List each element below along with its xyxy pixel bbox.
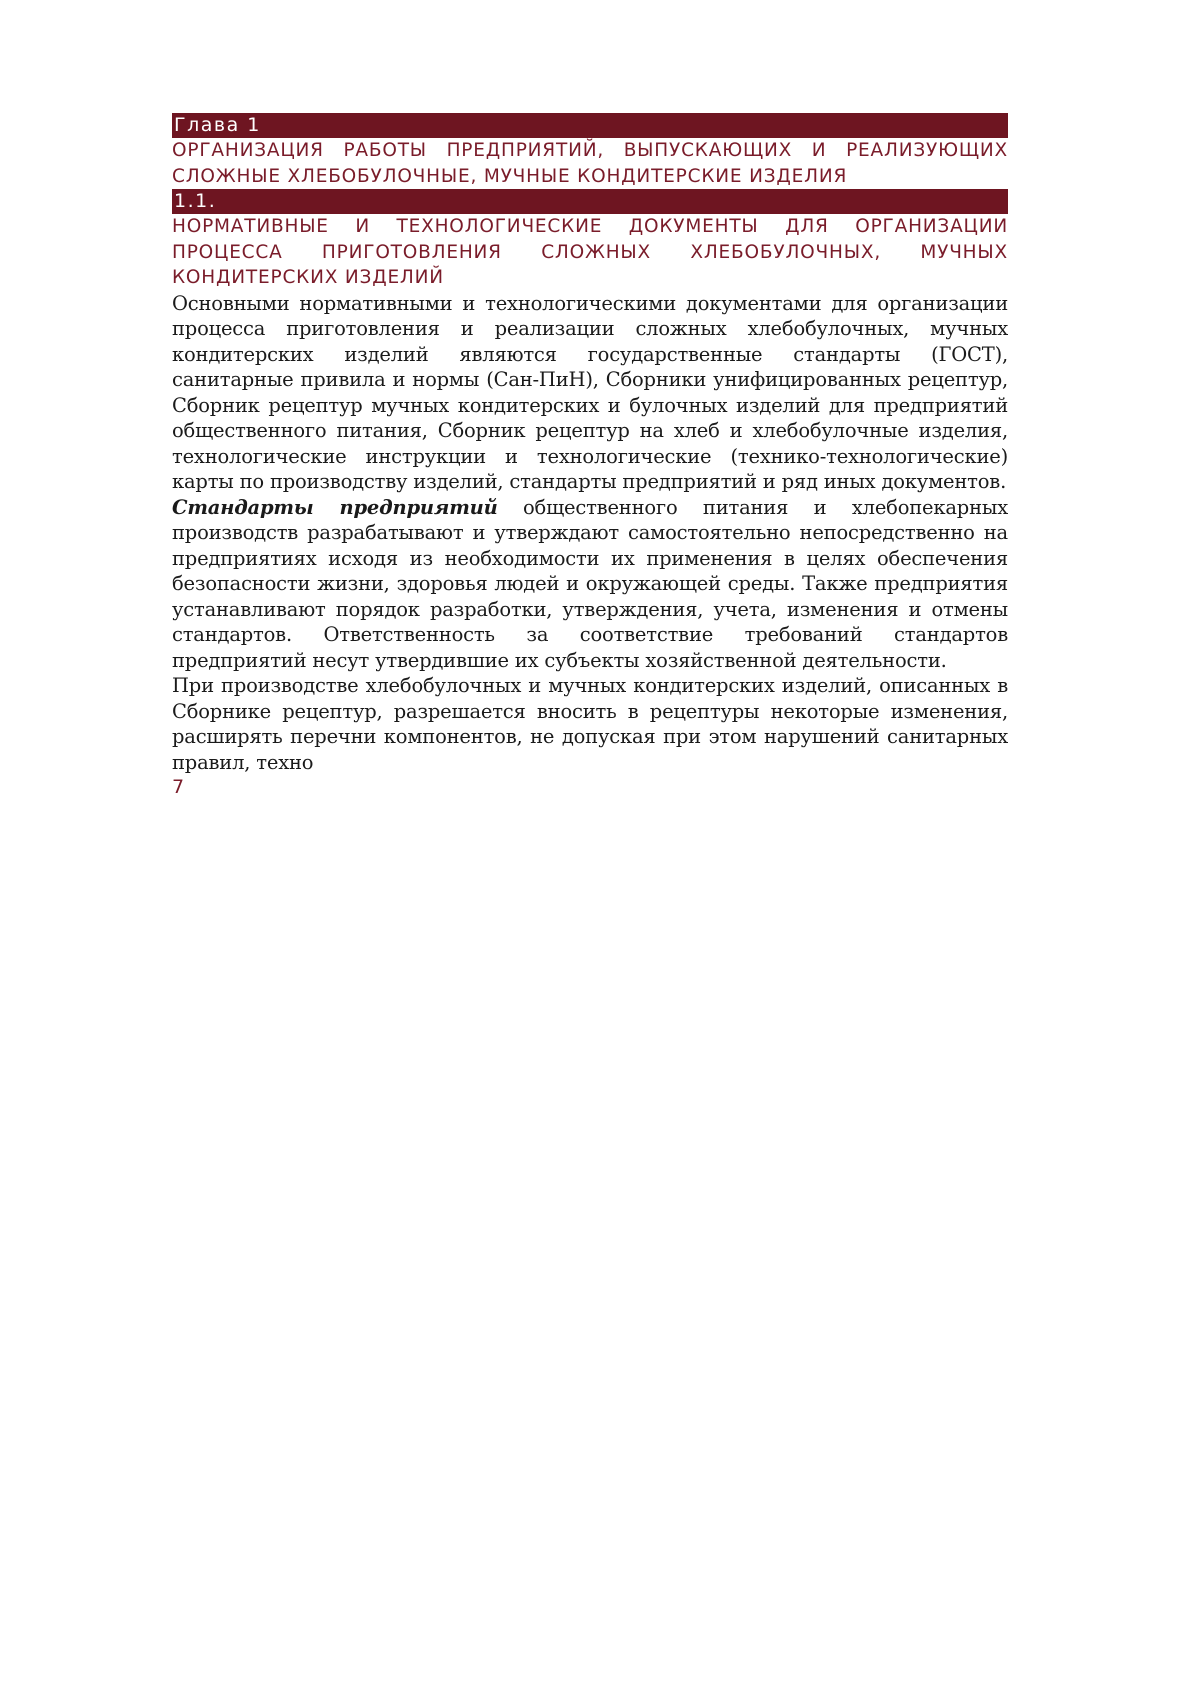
paragraph-1: Основными нормативными и технологическими документами для организации процесса приготовления и реализации сложных хлебобулочных, мучных кондитерских изделий являются государственные стандарты (ГОСТ), санитарные привила и нормы (Сан-ПиН), Сборники унифицированных рецептур, Сборник рецептур мучных кондитерских и булочных изделий для предприятий общественного питания, Сборник рецептур на хлеб и хлебобулочные изделия, технологические инструкции и технологические (технико-технологические) карты по производству изделий, стандарты предприятий и ряд иных документов.: [172, 291, 1008, 493]
document-page: [172, 113, 1008, 800]
chapter-title: ОРГАНИЗАЦИЯ РАБОТЫ ПРЕДПРИЯТИЙ, ВЫПУСКАЮЩИХ И РЕАЛИЗУЮЩИХ СЛОЖНЫЕ ХЛЕБОБУЛОЧНЫЕ, МУЧНЫЕ КОНДИТЕРСКИЕ ИЗДЕЛИЯ: [172, 140, 1008, 187]
page-number: 7: [172, 776, 185, 798]
paragraph-2-emphasis: Стандарты предприятий: [172, 495, 498, 519]
chapter-label: Глава 1: [172, 113, 1008, 138]
section-number: 1.1.: [172, 189, 1008, 214]
paragraph-2-text: общественного питания и хлебопекарных производств разрабатывают и утверждают самостоятельно непосредственно на предприятиях исходя из необходимости их применения в целях обеспечения безопасности жизни, здоровья людей и окружающей среды. Также предприятия устанавливают порядок разработки, утверждения, учета, изменения и отмены стандартов. Ответственность за соответствие требований стандартов предприятий несут утвердившие их субъекты хозяйственной деятельности.: [172, 495, 1008, 672]
paragraph-2: [172, 495, 1008, 674]
paragraph-3: При производстве хлебобулочных и мучных кондитерских изделий, описанных в Сборнике рецептур, разрешается вносить в рецептуры некоторые изменения, расширять перечни компонентов, не допуская при этом нарушений санитарных правил, техно: [172, 674, 1008, 774]
section-title: НОРМАТИВНЫЕ И ТЕХНОЛОГИЧЕСКИЕ ДОКУМЕНТЫ ДЛЯ ОРГАНИЗАЦИИ ПРОЦЕССА ПРИГОТОВЛЕНИЯ СЛОЖНЫХ ХЛЕБОБУЛОЧНЫХ, МУЧНЫХ КОНДИТЕРСКИХ ИЗДЕЛИЙ: [172, 216, 1008, 288]
